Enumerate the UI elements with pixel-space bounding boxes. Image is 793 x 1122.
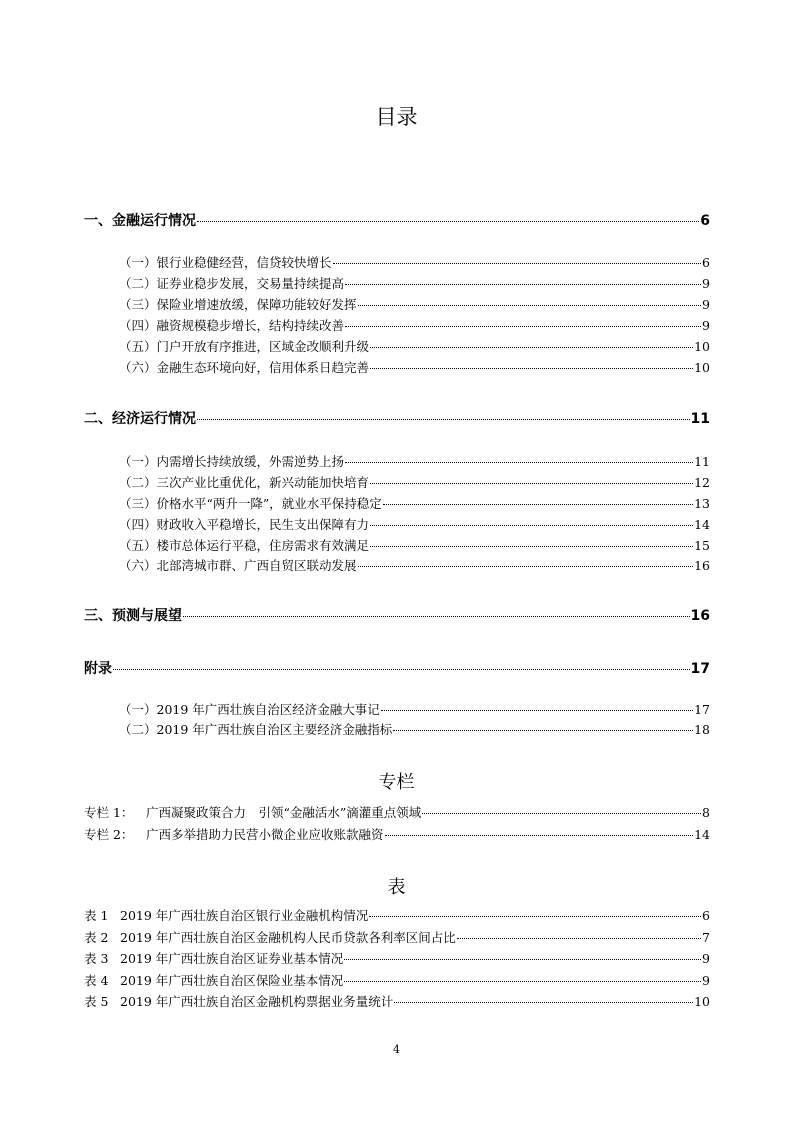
- toc-page-number: 16: [690, 608, 710, 624]
- toc-page-number: 18: [694, 722, 710, 737]
- toc-page-number: 11: [694, 454, 710, 469]
- toc-page-number: 14: [694, 827, 710, 842]
- toc-page-number: 15: [694, 538, 710, 553]
- toc-section-label: （四）财政收入平稳增长，民生支出保障有力: [119, 517, 370, 532]
- toc-leader-dots: [457, 938, 701, 939]
- table-tag: 表 3: [84, 951, 109, 966]
- column-label: 广西多举措助力民营小微企业应收账款融资: [146, 827, 384, 842]
- toc-table-entry[interactable]: [84, 993, 710, 1011]
- toc-leader-dots: [394, 1002, 693, 1003]
- toc-page-number: 11: [690, 411, 710, 427]
- toc-leader-dots: [370, 546, 693, 547]
- toc-section[interactable]: [119, 338, 710, 356]
- toc-page-number: 10: [694, 994, 710, 1009]
- column-tag: 专栏 2：: [84, 827, 134, 842]
- toc-table-entry[interactable]: [84, 929, 710, 947]
- toc-section-label: （五）楼市总体运行平稳，住房需求有效满足: [119, 538, 370, 553]
- toc-section[interactable]: [119, 516, 710, 534]
- table-label: 2019 年广西壮族自治区保险业基本情况: [120, 973, 344, 988]
- toc-page-number: 10: [694, 339, 710, 354]
- toc-section[interactable]: [119, 275, 710, 293]
- toc-leader-dots: [345, 326, 701, 327]
- toc-leader-dots: [345, 284, 701, 285]
- toc-page-number: 8: [702, 805, 710, 820]
- toc-section[interactable]: [119, 254, 710, 272]
- toc-table-entry[interactable]: [84, 907, 710, 925]
- toc-section[interactable]: [119, 701, 710, 719]
- table-label: 2019 年广西壮族自治区金融机构人民币贷款各利率区间占比: [120, 930, 456, 945]
- toc-page-number: 6: [702, 908, 710, 923]
- toc-leader-dots: [344, 959, 701, 960]
- table-label: 2019 年广西壮族自治区金融机构票据业务量统计: [120, 994, 394, 1009]
- table-label: 2019 年广西壮族自治区证券业基本情况: [120, 951, 344, 966]
- toc-chapter-label: 二、经济运行情况: [84, 411, 196, 427]
- toc-section[interactable]: [119, 317, 710, 335]
- toc-leader-dots: [370, 368, 693, 369]
- toc-section-label: （五）门户开放有序推进，区域金改顺利升级: [119, 339, 370, 354]
- column-tag: 专栏 1：: [84, 805, 134, 820]
- table-label: 2019 年广西壮族自治区银行业金融机构情况: [120, 908, 369, 923]
- toc-page-number: 17: [690, 661, 710, 677]
- toc-leader-dots: [344, 981, 701, 982]
- toc-leader-dots: [358, 566, 694, 567]
- toc-section-label: （六）北部湾城市群、广西自贸区联动发展: [119, 558, 357, 573]
- page-number: 4: [393, 1043, 400, 1056]
- toc-leader-dots: [113, 669, 690, 670]
- toc-page-number: 6: [702, 255, 710, 270]
- toc-section-label: （六）金融生态环境向好，信用体系日趋完善: [119, 360, 370, 375]
- toc-page-number: 9: [702, 297, 710, 312]
- table-tag: 表 1: [84, 908, 109, 923]
- toc-page-number: 7: [702, 930, 710, 945]
- toc-section[interactable]: [119, 296, 710, 314]
- page-title: 目录: [375, 105, 418, 129]
- toc-table-entry[interactable]: [84, 972, 710, 990]
- toc-page-number: 17: [694, 702, 710, 717]
- toc-page-number: 9: [702, 276, 710, 291]
- table-tag: 表 5: [84, 994, 109, 1009]
- toc-section-label: （二）证券业稳步发展，交易量持续提高: [119, 276, 345, 291]
- toc-chapter-1[interactable]: [84, 211, 710, 231]
- toc-leader-dots: [183, 616, 690, 617]
- toc-section[interactable]: [119, 557, 710, 575]
- toc-leader-dots: [358, 305, 702, 306]
- tables-heading: 表: [387, 877, 406, 898]
- toc-chapter-label: 附录: [84, 661, 112, 677]
- toc-section-label: （一）内需增长持续放缓，外需逆势上扬: [119, 454, 345, 469]
- toc-section-label: （二）2019 年广西壮族自治区主要经济金融指标: [119, 722, 393, 737]
- toc-table-entry[interactable]: [84, 950, 710, 968]
- toc-section[interactable]: [119, 359, 710, 377]
- toc-section-label: （一）银行业稳健经营，信贷较快增长: [119, 255, 332, 270]
- toc-leader-dots: [345, 462, 693, 463]
- toc-section[interactable]: [119, 721, 710, 739]
- toc-leader-dots: [333, 263, 702, 264]
- toc-page-number: 9: [702, 973, 710, 988]
- toc-leader-dots: [393, 730, 693, 731]
- toc-appendix[interactable]: [84, 659, 710, 679]
- toc-section-label: （三）保险业增速放缓，保障功能较好发挥: [119, 297, 357, 312]
- toc-leader-dots: [369, 916, 701, 917]
- toc-page-number: 16: [694, 558, 710, 573]
- toc-section-label: （三）价格水平“两升一降”，就业水平保持稳定: [119, 496, 382, 511]
- columns-heading: 专栏: [378, 772, 415, 793]
- toc-chapter-label: 一、金融运行情况: [84, 213, 196, 229]
- toc-column-entry[interactable]: [84, 804, 710, 822]
- toc-page-number: 6: [700, 213, 710, 229]
- toc-leader-dots: [383, 504, 693, 505]
- toc-page-number: 10: [694, 360, 710, 375]
- toc-chapter-2[interactable]: [84, 409, 710, 429]
- toc-section[interactable]: [119, 495, 710, 513]
- toc-chapter-label: 三、预测与展望: [84, 608, 182, 624]
- toc-chapter-3[interactable]: [84, 606, 710, 626]
- toc-leader-dots: [385, 835, 694, 836]
- toc-section-label: （一）2019 年广西壮族自治区经济金融大事记: [119, 702, 380, 717]
- toc-page-number: 12: [694, 475, 710, 490]
- column-label: 广西凝聚政策合力 引领“金融活水”滴灌重点领域: [146, 805, 422, 820]
- toc-page-number: 9: [702, 318, 710, 333]
- toc-section[interactable]: [119, 537, 710, 555]
- toc-leader-dots: [370, 525, 693, 526]
- toc-page-number: 14: [694, 517, 710, 532]
- toc-leader-dots: [381, 710, 693, 711]
- toc-leader-dots: [370, 347, 693, 348]
- table-tag: 表 4: [84, 973, 109, 988]
- toc-column-entry[interactable]: [84, 826, 710, 844]
- toc-leader-dots: [370, 483, 693, 484]
- toc-leader-dots: [197, 221, 699, 222]
- table-tag: 表 2: [84, 930, 109, 945]
- toc-page-number: 13: [694, 496, 710, 511]
- toc-leader-dots: [197, 419, 690, 420]
- toc-section-label: （二）三次产业比重优化，新兴动能加快培育: [119, 475, 370, 490]
- toc-section[interactable]: [119, 474, 710, 492]
- toc-section-label: （四）融资规模稳步增长，结构持续改善: [119, 318, 345, 333]
- toc-page-number: 9: [702, 951, 710, 966]
- toc-section[interactable]: [119, 453, 710, 471]
- toc-leader-dots: [422, 813, 701, 814]
